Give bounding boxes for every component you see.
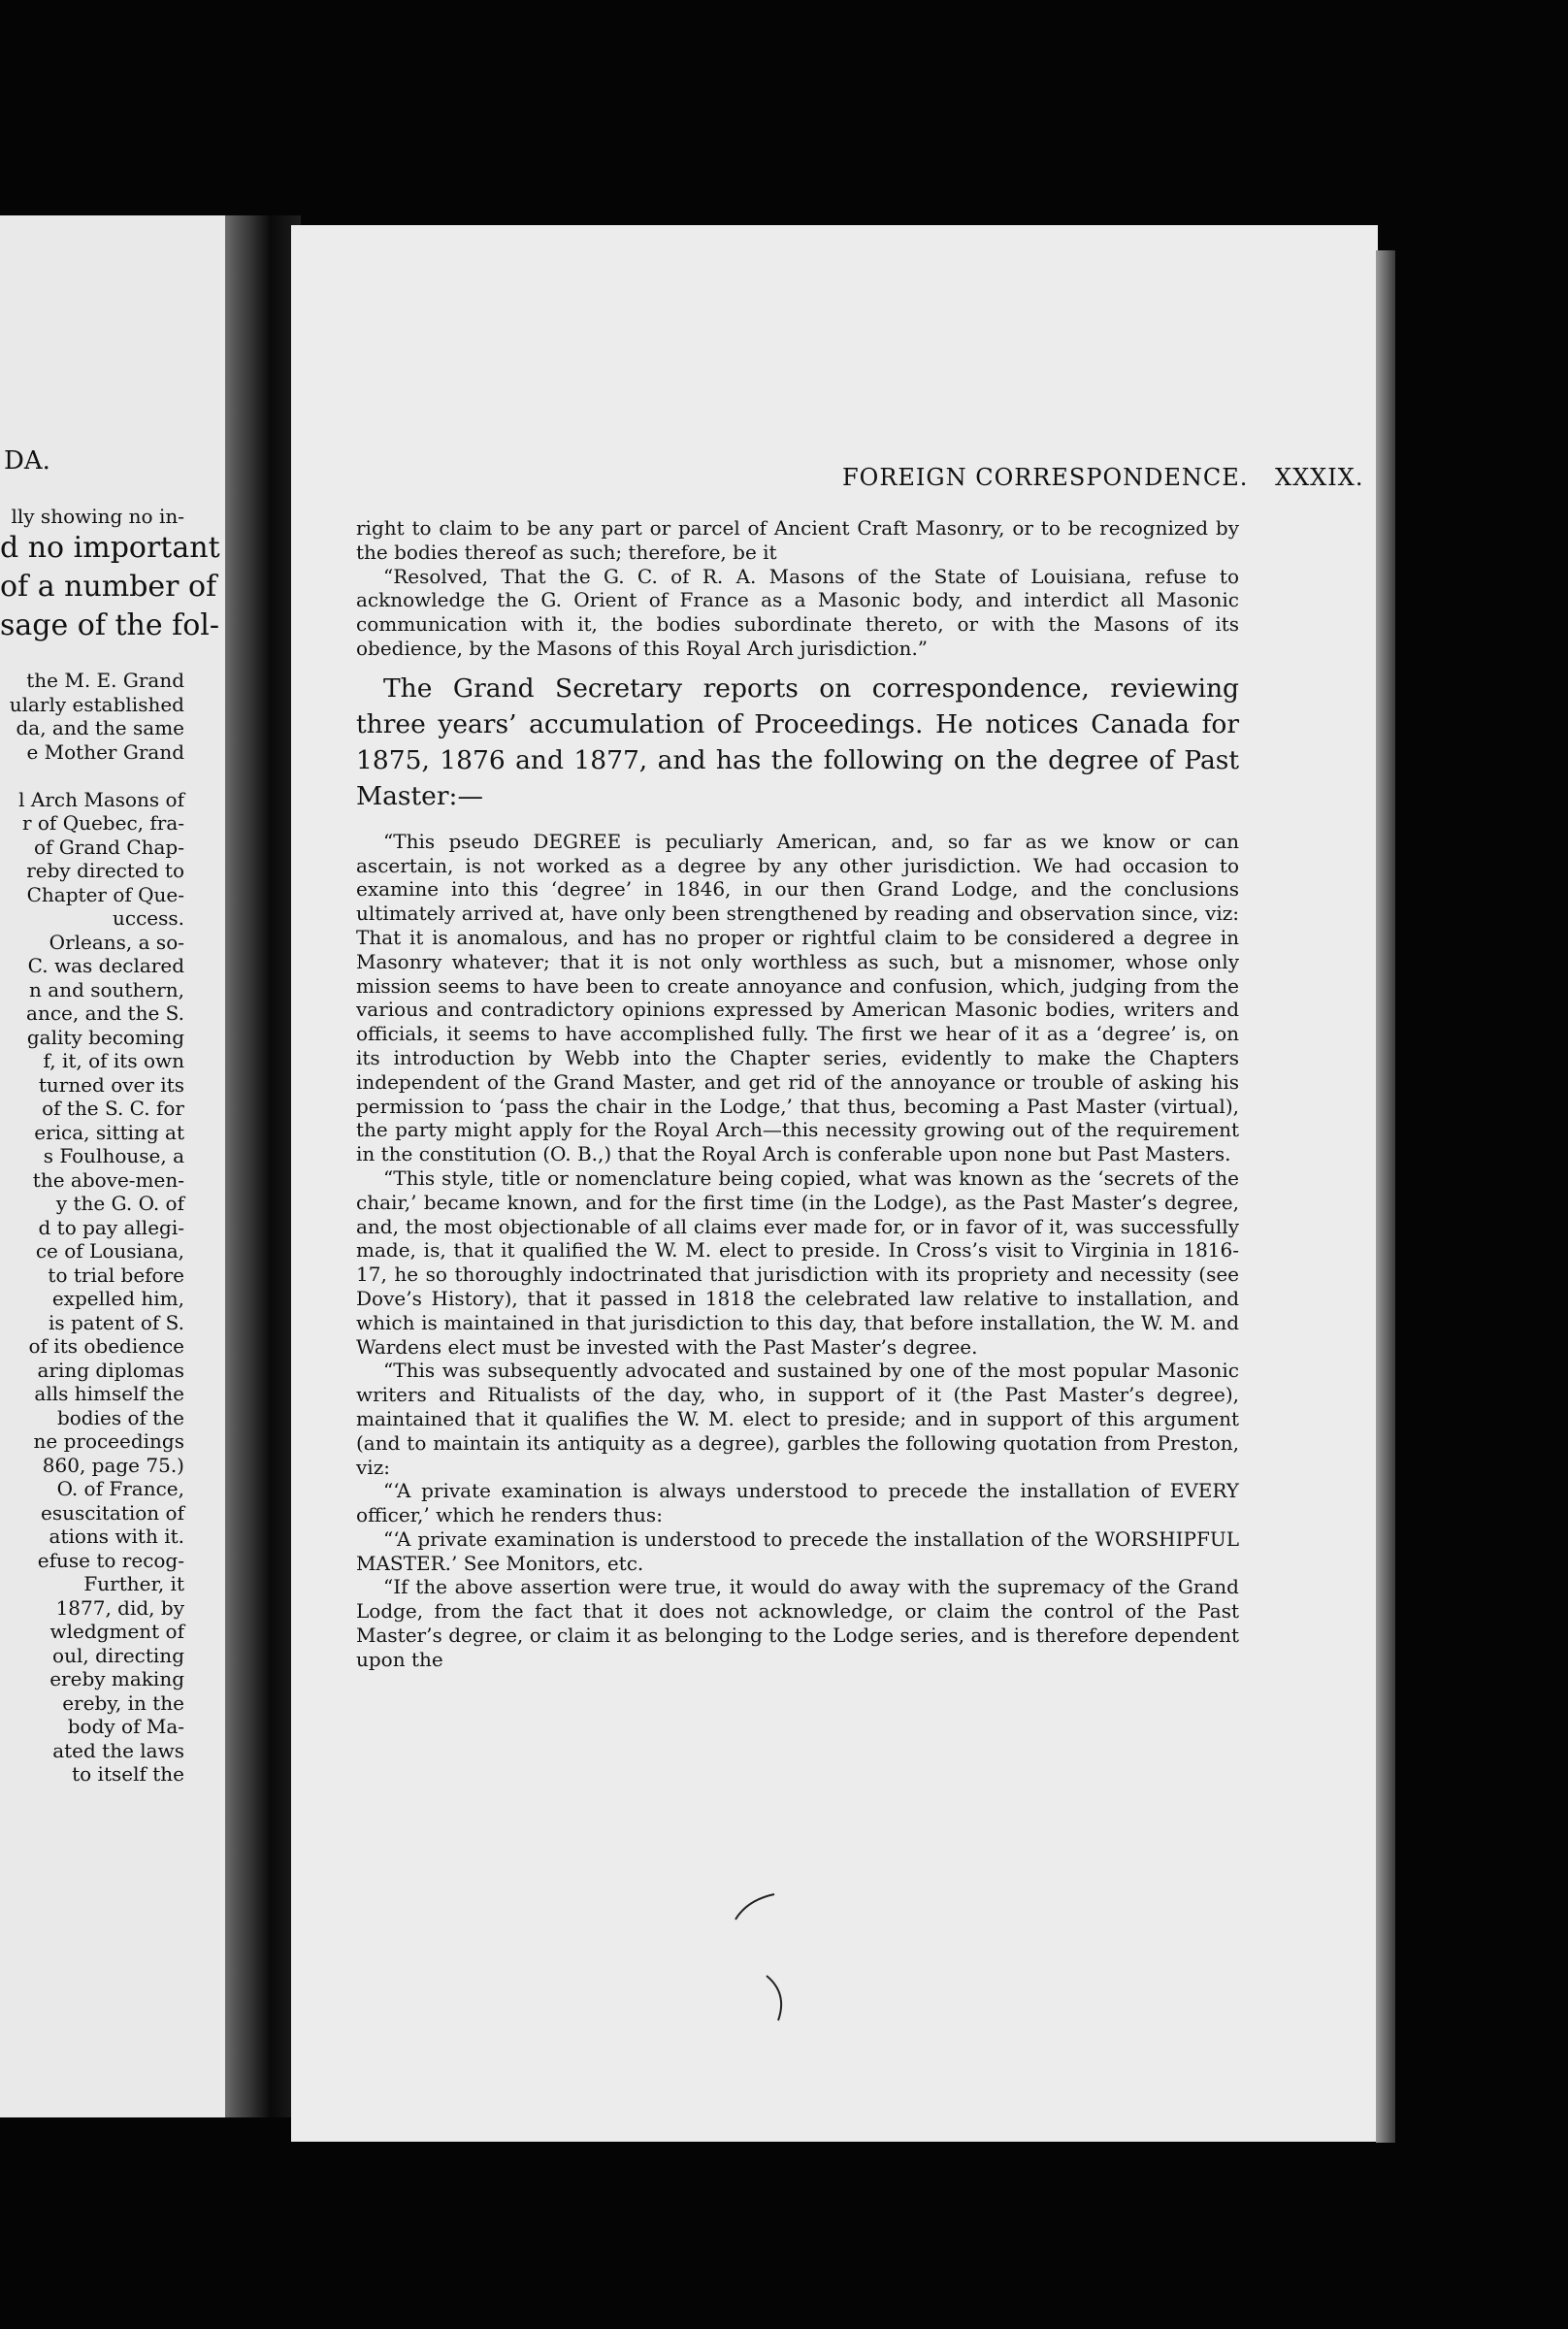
left-page-header: DA. [4,446,50,476]
left-page-line: d to pay allegi- [38,1215,184,1239]
left-page-line: ereby making [49,1667,184,1690]
left-page-line: lly showing no in- [11,505,184,528]
left-page-line: reby directed to [26,859,184,882]
paragraph: “If the above assertion were true, it would do away with the supremacy of the Grand Lodge, from the fact that it does not acknowledge, or claim the control of the Past Master’s degree, or claim it as belonging to the Lodge series, and is therefore dependent upon the [356,1575,1239,1671]
left-page-line: sage of the fol- [0,607,220,642]
left-page-line: to itself the [72,1762,184,1786]
left-page-line: bodies of the [56,1405,184,1429]
paragraph: “This was subsequently advocated and sustained by one of the most popular Masonic writers and Ritualists of the day, who, in support of it (the Past Master’s degree), maintained that it qualifies the W. M. elect to preside; and in support of this argument (and to maintain its antiquity as a degree), garbles the following quotation from Preston, viz: [356,1359,1239,1479]
left-page-line: da, and the same [16,716,184,739]
page-body [356,516,1239,1672]
left-page-line: Chapter of Que- [26,882,184,906]
left-page-line: r of Quebec, fra- [21,811,184,835]
right-page [291,225,1378,2142]
left-page-line: the above-men- [32,1167,184,1192]
left-page-line: Orleans, a so- [49,930,184,954]
left-page-line: s Foulhouse, a [43,1144,184,1167]
paragraph: “This pseudo DEGREE is peculiarly American, and, so far as we know or can ascertain, is not worked as a degree by any other jurisdiction. We had occasion to examine into this ‘degree’ in 1846, in our then Grand Lodge, and the conclusions ultimately arrived at, have only been strengthened by reading and observation since, viz: That it is anomalous, and has no proper or rightful claim to be considered a degree in Masonry whatever; that it is not only worthless as such, but a misnomer, whose only mission seems to have been to create annoyance and confusion, which, judging from the various and contradictory opinions expressed by American Masonic bodies, writers and officials, it seems to have accomplished fully. The first we hear of it as a ‘degree’ is, on its introduction by Webb into the Chapter series, evidently to make the Chapters independent of the Grand Master, and get rid of the annoyance or trouble of asking his permission to ‘pass the chair in the Lodge,’ that thus, becoming a Past Master (virtual), the party might apply for the Royal Arch—this necessity growing out of the requirement in the constitution (O. B.,) that the Royal Arch is conferable upon none but Past Masters. [356,829,1239,1166]
left-page-line: ated the laws [52,1738,184,1762]
left-page-line: C. was declared [27,954,184,977]
left-page-line: of the S. C. for [42,1097,184,1120]
paragraph: “Resolved, That the G. C. of R. A. Masons of the State of Louisiana, refuse to acknowledge the G. Orient of France as a Masonic body, and interdict all Masonic communication with it, the bodies subordinate thereto, or with the Masons of its obedience, by the Masons of this Royal Arch jurisdiction.” [356,564,1239,660]
left-page-line: f, it, of its own [43,1049,184,1072]
left-page-line: d no important [0,530,220,565]
paragraph: “This style, title or nomenclature being copied, what was known as the ‘secrets of the chair,’ became known, and for the first time (in the Lodge), as the Past Master’s degree, and, the most objectionable of all claims ever made for, or in favor of it, was successfully made, is, that it qualified the W. M. elect to preside. In Cross’s visit to Virginia in 1816-17, he so thoroughly indoctrinated that jurisdiction with its propriety and necessity (see Dove’s History), that it passed in 1818 the celebrated law relative to installation, and which is maintained in that jurisdiction to this day, that before installation, the W. M. and Wardens elect must be invested with the Past Master’s degree. [356,1165,1239,1359]
left-page-line: expelled him, [51,1287,184,1310]
left-page-line: of its obedience [28,1334,184,1358]
left-page-line: ce of Lousiana, [35,1239,184,1263]
left-page-line: alls himself the [34,1382,184,1405]
left-page-line: n and southern, [29,977,184,1001]
left-page-line: uccess. [112,906,184,930]
left-page-line: ance, and the S. [26,1001,184,1025]
left-page-line: of Grand Chap- [34,835,184,859]
paragraph: The Grand Secretary reports on correspondence, reviewing three years’ accumulation of Proceedings. He notices Canada for 1875, 1876 and 1877, and has the following on the degree of Past Master:— [356,672,1239,811]
pen-mark [728,1886,805,2022]
left-page-line: body of Ma- [67,1715,184,1738]
paragraph: “‘A private examination is understood to precede the installation of the WORSHIPFUL MASTER.’ See Monitors, etc. [356,1526,1239,1575]
left-page-line: of a number of [0,569,217,604]
page-edge [1376,250,1395,2143]
left-page-line: gality becoming [26,1025,184,1049]
left-page-line: aring diplomas [37,1358,184,1382]
left-page-line: O. of France, [56,1477,184,1500]
book-gutter [225,215,301,2117]
left-page-line: l Arch Masons of [18,787,184,811]
left-page-line: oul, directing [52,1643,184,1667]
left-page-line: ne proceedings [33,1429,184,1453]
running-title: FOREIGN CORRESPONDENCE. [842,464,1249,491]
left-page-line: erica, sitting at [34,1120,184,1144]
left-page-line: turned over its [38,1072,184,1097]
left-page-line: the M. E. Grand [26,669,184,692]
left-page-line: Further, it [83,1572,184,1595]
left-page-line: esuscitation of [41,1500,184,1525]
left-page-line: e Mother Grand [26,739,184,764]
left-page-line: is patent of S. [48,1310,184,1334]
left-page-line: ereby, in the [62,1690,184,1715]
paragraph: “‘A private examination is always understood to precede the installation of EVERY officer,’ which he renders thus: [356,1479,1239,1527]
left-page-line: 860, page 75.) [42,1453,184,1477]
left-page-line: to trial before [48,1263,184,1287]
left-page-line: 1877, did, by [55,1595,184,1620]
page-number: XXXIX. [1275,464,1364,491]
left-page-line: efuse to recog- [37,1548,184,1572]
left-page-line: wledgment of [49,1620,184,1643]
left-page-line: ations with it. [49,1525,184,1548]
left-page-line: ularly established [9,692,184,716]
running-head [541,464,1415,499]
left-page-line: y the G. O. of [55,1192,184,1215]
paragraph: right to claim to be any part or parcel of Ancient Craft Masonry, or to be recognized by the bodies thereof as such; therefore, be it [356,516,1239,564]
